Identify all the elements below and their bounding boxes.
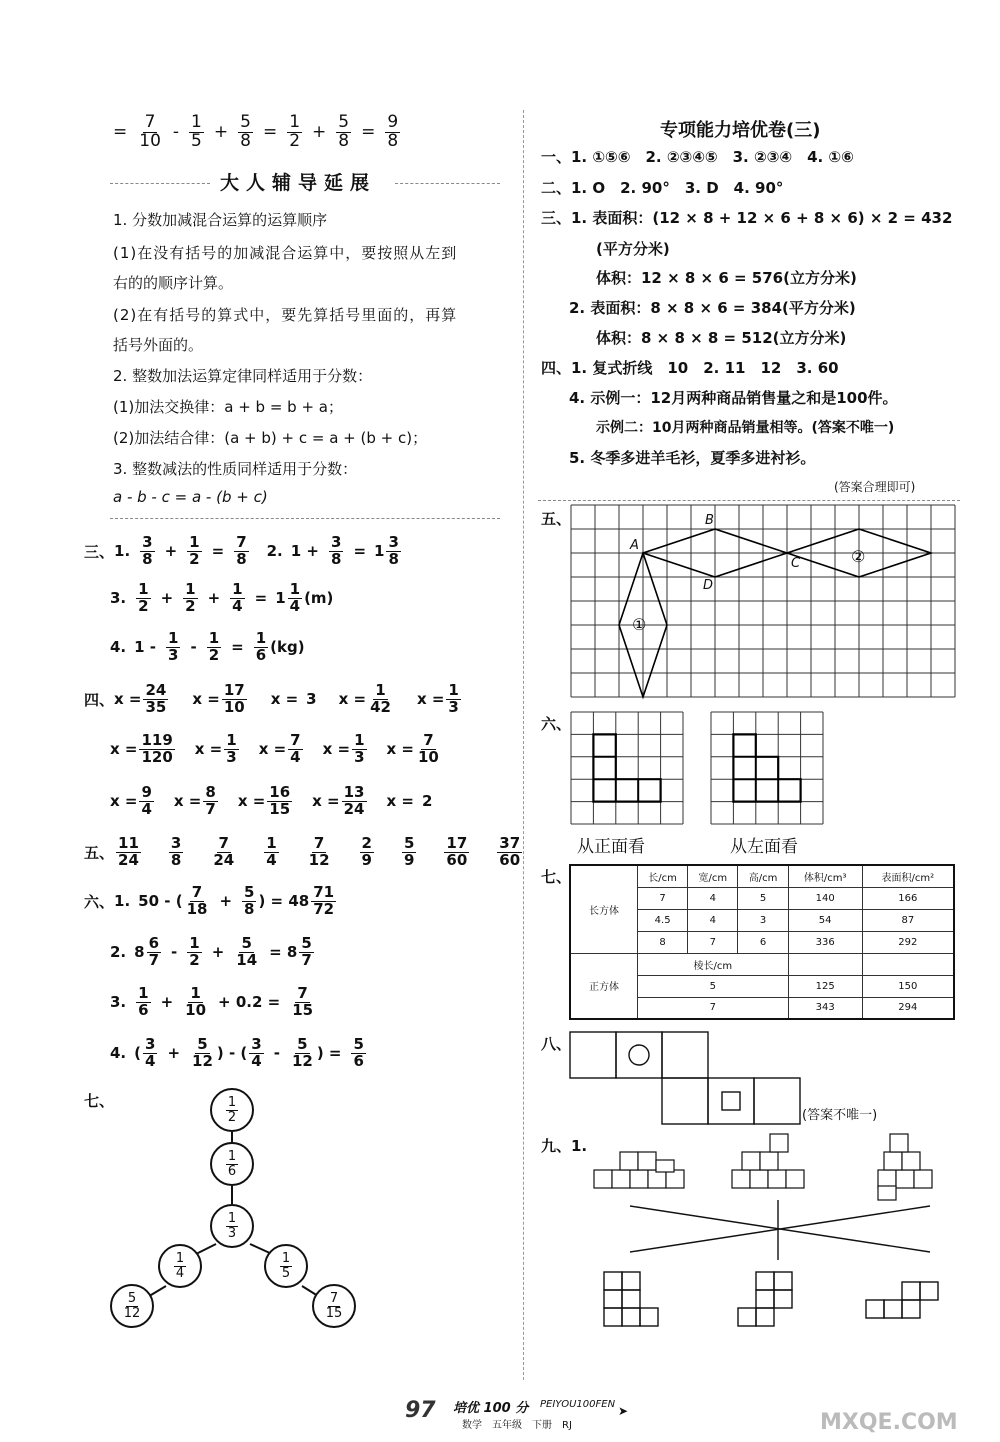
r-line3c: 体积：12 × 8 × 6 = 576(立方分米) (596, 269, 857, 287)
s4-line3: x = $\frac{9}{4}$ x = $\frac{8}{7}$ x = $\frac{16}{15}$ x = $\frac{13}{24}$ x = 2 (110, 783, 433, 818)
cube-net (570, 1032, 800, 1127)
r-line3d: 2. 表面积：8 × 8 × 6 = 384(平方分米) (569, 299, 856, 317)
tree-node: $\frac{7}{15}$ (312, 1284, 356, 1328)
tree-node: $\frac{1}{2}$ (210, 1088, 254, 1132)
fraction: $\frac{1}{5}$ (191, 112, 202, 151)
s4-line1: 四、 x = $\frac{24}{35}$ x = $\frac{17}{10}$ x = 3 x = $\frac{1}{42}$ x = $\frac{1}{3}$ (84, 681, 459, 716)
r-line2: 二、1. O 2. 90° 3. D 4. 90° (541, 179, 784, 197)
s3-line3: 4. 1 - $\frac{1}{3}$ - $\frac{1}{2}$ = $\frac{1}{6}$ (kg) (110, 629, 305, 664)
r-s5-label: 五、 (541, 510, 572, 528)
fraction: $\frac{5}{8}$ (240, 112, 251, 151)
arrow-icon: ➤ (618, 1404, 629, 1418)
tree-node: $\frac{1}{5}$ (264, 1244, 308, 1288)
guide-title: 大人辅导延展 (220, 172, 377, 194)
r-line4c: 示例二：10月两种商品销量相等。(答案不唯一) (596, 420, 895, 436)
label-1: ① (632, 615, 647, 634)
r-line3e: 体积：8 × 8 × 8 = 512(立方分米) (596, 329, 847, 347)
point-A: A (630, 538, 639, 553)
tree-node: $\frac{1}{6}$ (210, 1142, 254, 1186)
point-C: C (791, 556, 801, 571)
r-line4e: (答案合理即可) (834, 480, 916, 494)
watermark: MXQE.COM (820, 1410, 958, 1435)
right-title: 专项能力培优卷(三) (660, 120, 821, 141)
s7-label: 七、 (84, 1092, 115, 1110)
r-line4d: 5. 冬季多进羊毛衫，夏季多进衬衫。 (569, 449, 816, 467)
brand-name: 培优 100 分 (453, 1401, 529, 1416)
r-s8-note: (答案不唯一) (802, 1108, 878, 1123)
r-s9-label: 九、1. (541, 1137, 588, 1155)
fraction: $\frac{1}{2}$ (289, 112, 301, 151)
s3-line2: 3. $\frac{1}{2}$ + $\frac{1}{2}$ + $\frac{1}{4}$ = 1 $\frac{1}{4}$ (m) (110, 580, 334, 615)
top-equation: = $\frac{7}{10}$ - $\frac{1}{5}$ + $\frac{5}{8}$ = $\frac{1}{2}$ + $\frac{5}{8}$ = $\frac{9}{8}$ (113, 112, 399, 151)
point-B: B (705, 513, 714, 528)
s6-line1: 六、 1. 50 - ( $\frac{7}{18}$ + $\frac{5}{8}$ ) = 48 $\frac{71}{72}$ (84, 883, 335, 918)
r-line1: 一、1. ①⑤⑥ 2. ②③④⑤ 3. ②③④ 4. ①⑥ (541, 148, 854, 166)
front-view-grid (571, 712, 684, 825)
r-line4b: 4. 示例一：12月两种商品销售量之和是100件。 (569, 389, 898, 407)
r-s6-label: 六、 (541, 715, 572, 733)
cube-figures-matching (590, 1130, 950, 1330)
r-line3b: (平方分米) (596, 240, 670, 258)
r-line3a: 三、1. 表面积：(12 × 8 + 12 × 6 + 8 × 6) × 2 = 432 (541, 209, 953, 227)
s5-line: 五、 $\frac{11}{24}$ $\frac{3}{8}$ $\frac{7}{24}$ $\frac{1}{4}$ $\frac{7}{12}$ $\frac{2}{9}$ $\frac{5}{9}$ $\frac{17}{60}$ $\frac{37}{60}$ (84, 834, 521, 869)
rhombus-grid (571, 505, 956, 700)
fraction: $\frac{5}{8}$ (338, 112, 350, 151)
brand-pinyin: PEIYOU100FEN (540, 1399, 616, 1410)
left-view-grid (711, 712, 824, 825)
tree-node: $\frac{1}{4}$ (158, 1244, 202, 1288)
s6-line2: 2. 8 $\frac{6}{7}$ - $\frac{1}{2}$ + $\frac{5}{14}$ = 8 $\frac{5}{7}$ (110, 934, 312, 969)
r-s7-label: 七、 (541, 868, 572, 886)
point-D: D (703, 578, 714, 593)
fraction: $\frac{9}{8}$ (387, 112, 399, 151)
r-s8-label: 八、 (541, 1035, 572, 1053)
divider (538, 500, 960, 501)
s3-line1: 三、 1. $\frac{3}{8}$ + $\frac{1}{2}$ = $\frac{7}{8}$ 2. 1 + $\frac{3}{8}$ = 1 $\frac{3}{8}$ (84, 533, 399, 568)
r-line4a: 四、1. 复式折线 10 2. 11 12 3. 60 (541, 359, 839, 377)
dimension-table: 长方体 长/cm 宽/cm 高/cm 体积/cm³ 表面积/cm² 7 4 5 140 166 4.5 4 3 54 87 8 7 6 336 292 正方体 棱长/cm 5 125 150 7 343 294 (569, 864, 955, 1020)
s4-line2: x = $\frac{119}{120}$ x = $\frac{1}{3}$ x = $\frac{7}{4}$ x = $\frac{1}{3}$ x = $\frac{7}{10}$ (110, 731, 439, 766)
column-divider (523, 110, 524, 1380)
front-view-caption: 从正面看 (577, 837, 645, 857)
label-2: ② (851, 547, 866, 566)
fraction: $\frac{7}{10}$ (139, 112, 161, 151)
tree-node: $\frac{1}{3}$ (210, 1204, 254, 1248)
left-view-caption: 从左面看 (730, 837, 798, 857)
tree-node: $\frac{5}{12}$ (110, 1284, 154, 1328)
s6-line4: 4. ( $\frac{3}{4}$ + $\frac{5}{12}$ ) - ( $\frac{3}{4}$ - $\frac{5}{12}$ ) = $\frac{5}{6}$ (110, 1035, 364, 1070)
footer-subtitle: 数学 五年级 下册 RJ (462, 1420, 572, 1431)
s6-line3: 3. $\frac{1}{6}$ + $\frac{1}{10}$ + 0.2 = $\frac{7}{15}$ (110, 984, 314, 1019)
page-number: 97 (405, 1398, 436, 1423)
